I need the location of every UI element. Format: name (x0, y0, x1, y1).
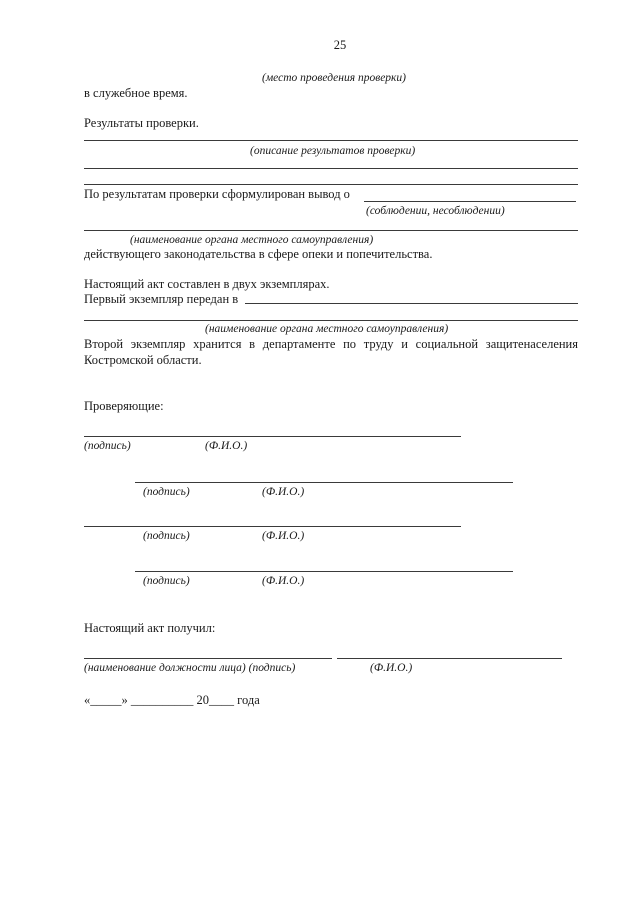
inspector-4-signature-caption: (подпись) (143, 575, 190, 587)
copies-text: Настоящий акт составлен в двух экземплярах. (84, 277, 330, 291)
results-line-1 (84, 140, 578, 141)
inspector-4-fio-caption: (Ф.И.О.) (262, 575, 305, 587)
first-copy-text: Первый экземпляр передан в (84, 292, 239, 306)
first-copy-field-line (245, 303, 578, 304)
results-caption: (описание результатов проверки) (250, 145, 416, 157)
authority-caption-2: (наименование органа местного самоуправления) (205, 323, 449, 335)
date-line: «_____» __________ 20____ года (84, 693, 260, 707)
second-copy-text-line-1: Второй экземпляр хранится в департаменте по труду и социальной защитенаселения (84, 337, 578, 351)
conclusion-text: По результатам проверки сформулирован вывод о (84, 187, 350, 201)
legislation-text: действующего законодательства в сфере опеки и попечительства. (84, 247, 433, 261)
inspector-1-fio-caption: (Ф.И.О.) (205, 440, 248, 452)
results-line-2 (84, 168, 578, 169)
authority-line-2 (84, 320, 578, 321)
second-copy-text-line-2: Костромской области. (84, 353, 202, 367)
results-label: Результаты проверки. (84, 116, 199, 130)
receiver-fio-caption: (Ф.И.О.) (370, 662, 413, 674)
authority-caption-1: (наименование органа местного самоуправления) (130, 234, 374, 246)
receiver-position-caption: (наименование должности лица) (подпись) (84, 662, 296, 674)
conclusion-caption: (соблюдении, несоблюдении) (366, 205, 505, 217)
place-caption: (место проведения проверки) (262, 72, 407, 84)
inspector-1-signature-caption: (подпись) (84, 440, 131, 452)
inspector-2-signature-line (135, 482, 513, 483)
inspector-3-signature-caption: (подпись) (143, 530, 190, 542)
inspector-2-signature-caption: (подпись) (143, 486, 190, 498)
conclusion-field-line (364, 201, 576, 202)
received-label: Настоящий акт получил: (84, 621, 216, 635)
page-number: 25 (333, 38, 347, 52)
receiver-fio-line (337, 658, 562, 659)
inspector-3-fio-caption: (Ф.И.О.) (262, 530, 305, 542)
inspector-2-fio-caption: (Ф.И.О.) (262, 486, 305, 498)
receiver-position-signature-line (84, 658, 332, 659)
inspector-1-signature-line (84, 436, 461, 437)
working-time-text: в служебное время. (84, 86, 188, 100)
inspectors-label: Проверяющие: (84, 399, 164, 413)
authority-line-1 (84, 230, 578, 231)
inspector-3-signature-line (84, 526, 461, 527)
results-line-3 (84, 184, 578, 185)
inspector-4-signature-line (135, 571, 513, 572)
